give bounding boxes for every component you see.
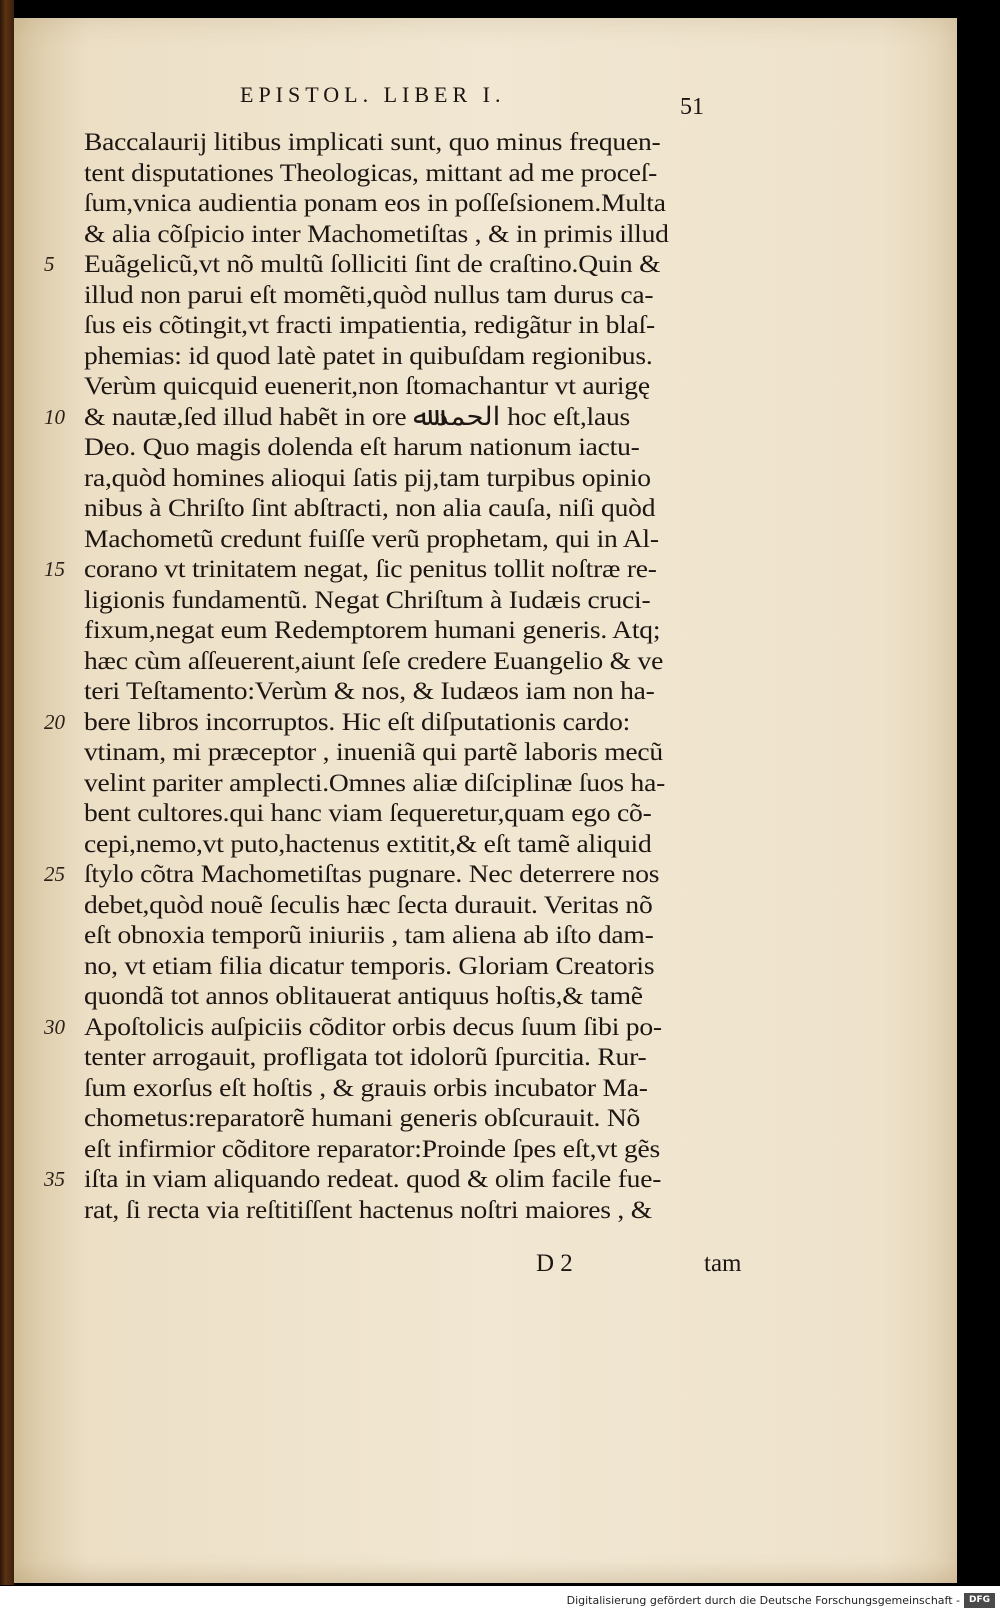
funding-credit: Digitalisierung gefördert durch die Deutsche Forschungsgemeinschaft - [566, 1594, 960, 1607]
text-line: bere libros incorruptos. Hic eſt diſputationis cardo: [84, 706, 631, 736]
running-head: EPISTOL. LIBER I. [240, 82, 506, 107]
text-line: teri Teſtamento:Verùm & nos, & Iudæos iam non ha- [84, 676, 655, 705]
line-number: 35 [44, 1167, 65, 1191]
text-line: eſt infirmior cõditore reparator:Proinde ſpes eſt,vt gẽs [84, 1133, 661, 1163]
text-line: Apoſtolicis auſpiciis cõditor orbis decus ſuum ſibi po- [84, 1011, 662, 1041]
book-page [14, 18, 957, 1583]
text-line: debet,quòd nouẽ ſeculis hæc ſecta durauit. Veritas nõ [84, 889, 653, 919]
text-line: chometus:reparatorẽ humani generis obſcurauit. Nõ [84, 1103, 641, 1132]
dfg-logo-icon: DFG [964, 1593, 995, 1608]
text-line: ſus eis cõtingit,vt fracti impatientia, redigãtur in blaſ- [84, 310, 656, 339]
text-line: ſum exorſus eſt hoſtis , & grauis orbis incubator Ma- [84, 1072, 648, 1102]
text-line: ligionis fundamentũ. Negat Chriſtum à Iudæis cruci- [84, 584, 651, 614]
text-line: Euãgelicũ,vt nõ multũ ſolliciti ſint de craſtino.Quin & [84, 249, 661, 278]
text-line: corano vt trinitatem negat, ſic penitus tollit noſtræ re- [84, 554, 657, 583]
catchword: tam [704, 1250, 742, 1277]
text-line: rat, ſi recta via reſtitiſſent hactenus noſtri maiores , & [84, 1194, 652, 1224]
line-number: 20 [44, 709, 65, 734]
text-line: tenter arrogauit, profligata tot idolorũ ſpurcitia. Rur- [84, 1042, 647, 1071]
text-line: eſt obnoxia temporũ iniuriis , tam aliena ab iſto dam- [84, 920, 654, 949]
text-line: cepi,nemo,vt puto,hactenus extitit,& eſt tamẽ aliquid [84, 828, 652, 858]
line-number: 25 [44, 862, 65, 886]
text-line: Machometũ credunt fuiſſe verũ prophetam, qui in Al- [84, 523, 659, 553]
line-number: 10 [44, 404, 65, 429]
text-line: iſta in viam aliquando redeat. quod & olim facile fue- [84, 1164, 662, 1193]
line-number: 5 [44, 252, 55, 276]
text-line: nibus à Chriſto ſint abſtracti, non alia cauſa, niſi quòd [84, 493, 656, 522]
text-line: illud non parui eſt momẽti,quòd nullus tam durus ca- [84, 279, 654, 309]
line-number: 30 [44, 1014, 65, 1039]
text-line: fixum,negat eum Redemptorem humani generis. Atq; [84, 615, 661, 644]
text-line: ſum,vnica audientia ponam eos in poſſeſsionem.Multa [84, 188, 666, 217]
line-number: 15 [44, 557, 65, 581]
text-line: phemias: id quod latè patet in quibuſdam regionibus. [84, 340, 653, 370]
text-line: velint pariter amplecti.Omnes aliæ diſciplinæ ſuos ha- [84, 767, 666, 797]
text-line: no, vt etiam filia dicatur temporis. Gloriam Creatoris [84, 950, 655, 980]
text-line: ra,quòd homines alioqui ſatis pij,tam turpibus opinio [84, 462, 651, 492]
text-line: tent disputationes Theologicas, mittant ad me proceſ- [84, 157, 658, 187]
text-line: & nautæ,ſed illud habẽt in ore ﺍﻟﺤﻤﺪ ﷲ hoc eſt,laus [84, 401, 631, 431]
book-spine-edge [0, 0, 14, 1585]
text-line: Baccalaurij litibus implicati sunt, quo minus frequen- [84, 127, 661, 156]
text-line: ſtylo cõtra Machometiſtas pugnare. Nec deterrere nos [84, 859, 660, 888]
text-line: hæc cùm aſſeuerent,aiunt ſeſe credere Euangelio & ve [84, 645, 664, 675]
text-line: Deo. Quo magis dolenda eſt harum nationum iactu- [84, 432, 640, 461]
text-line: vtinam, mi præceptor , inueniã qui partẽ laboris mecũ [84, 737, 663, 766]
text-line: quondã tot annos oblitauerat antiquus hoſtis,& tamẽ [84, 981, 643, 1010]
signature-mark: D 2 [536, 1250, 573, 1277]
text-line: bent cultores.qui hanc viam ſequeretur,quam ego cõ- [84, 798, 652, 827]
page-number: 51 [680, 94, 704, 120]
text-line: & alia cõſpicio inter Machometiſtas , & in primis illud [84, 218, 669, 248]
text-line: Verùm quicquid euenerit,non ſtomachantur vt aurigę [84, 371, 650, 400]
